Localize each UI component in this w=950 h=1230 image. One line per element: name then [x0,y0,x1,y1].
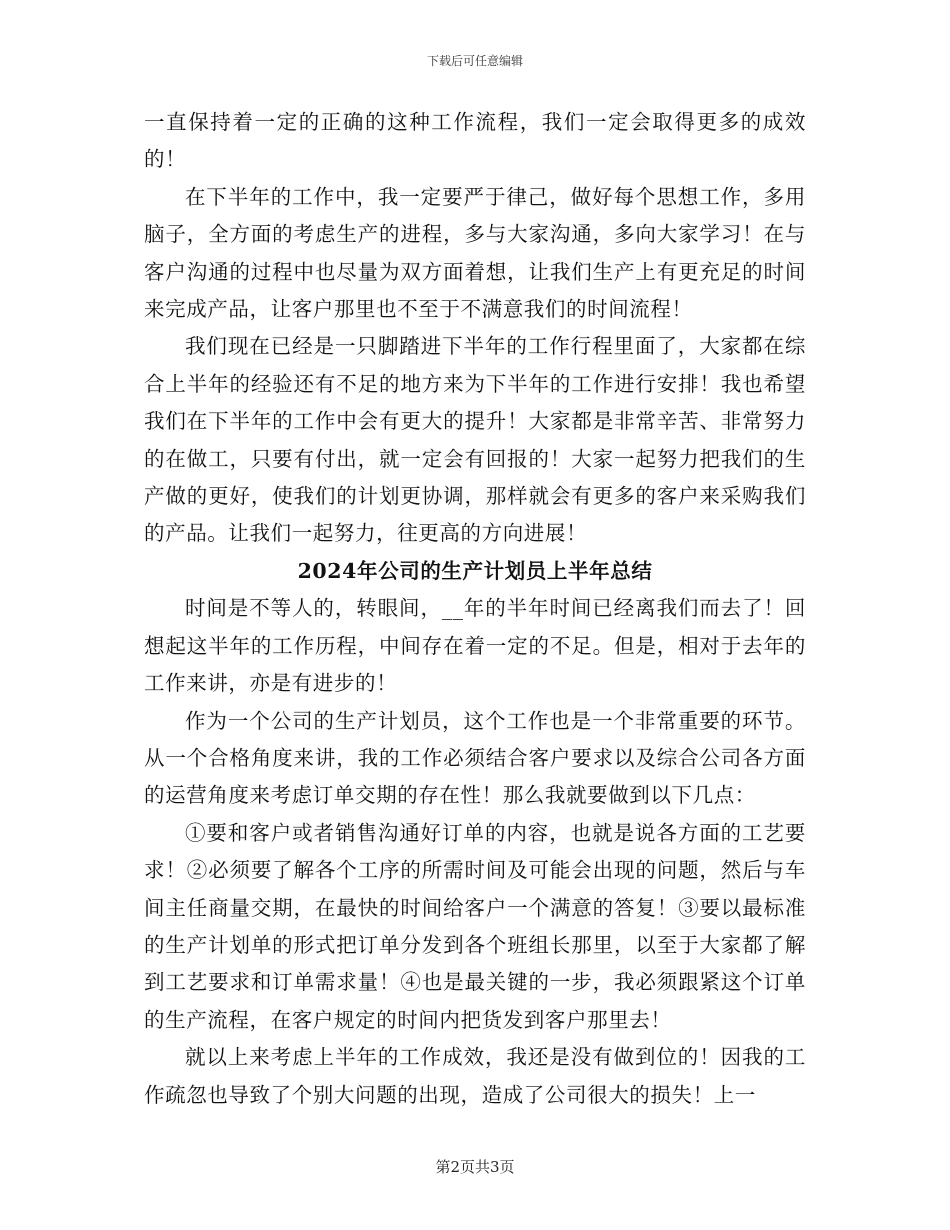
paragraph-continuation: 一直保持着一定的正确的这种工作流程，我们一定会取得更多的成效的！ [144,110,806,172]
paragraph: ①要和客户或者销售沟通好订单的内容，也就是说各方面的工艺要求！②必须要了解各个工序的所需时间及可能会出现的问题，然后与车间主任商量交期，在最快的时间给客户一个满意的答复！③要以最标准的生产计划单的形式把订单分发到各个班组长那里，以至于大家都了解到工艺要求和订单需求量！④也是最关键的一步，我必须跟紧这个订单的生产流程，在客户规定的时间内把货发到客户那里去！ [144,820,806,1032]
paragraph: 作为一个公司的生产计划员，这个工作也是一个非常重要的环节。从一个合格角度来讲，我的工作必须结合客户要求以及综合公司各方面的运营角度来考虑订单交期的存在性！那么我就要做到以下几点： [144,708,806,808]
page-number: 第2页共3页 [435,1158,515,1176]
paragraph: 时间是不等人的，转眼间，__年的半年时间已经离我们而去了！回想起这半年的工作历程，中间存在着一定的不足。但是，相对于去年的工作来讲，亦是有进步的！ [144,596,806,696]
section-title: 2024年公司的生产计划员上半年总结 [297,558,653,583]
paragraph: 在下半年的工作中，我一定要严于律己，做好每个思想工作，多用脑子，全方面的考虑生产的进程，多与大家沟通，多向大家学习！在与客户沟通的过程中也尽量为双方面着想，让我们生产上有更充足的时间来完成产品，让客户那里也不至于不满意我们的时间流程！ [144,184,806,322]
page-header: 下载后可任意编辑 [426,54,523,68]
paragraph: 我们现在已经是一只脚踏进下半年的工作行程里面了，大家都在综合上半年的经验还有不足的地方来为下半年的工作进行安排！我也希望我们在下半年的工作中会有更大的提升！大家都是非常辛苦、非常努力的在做工，只要有付出，就一定会有回报的！大家一起努力把我们的生产做的更好，使我们的计划更协调，那样就会有更多的客户来采购我们的产品。让我们一起努力，往更高的方向进展！ [144,334,806,546]
document-body [144,104,806,1114]
paragraph: 就以上来考虑上半年的工作成效，我还是没有做到位的！因我的工作疏忽也导致了个别大问题的出现，造成了公司很大的损失！上一 [144,1045,806,1107]
